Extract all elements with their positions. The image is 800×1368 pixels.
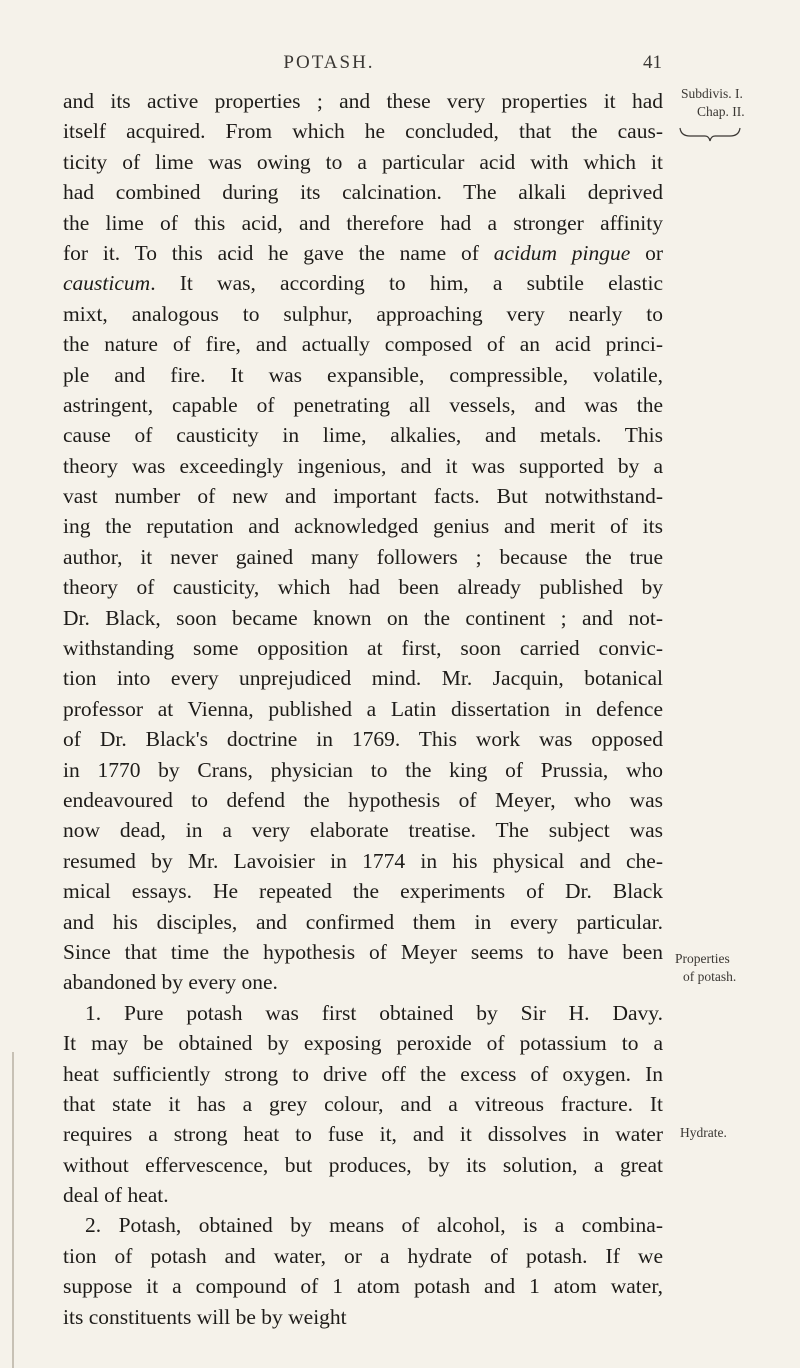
text-line: heat sufficiently strong to drive off the excess of oxygen. In: [63, 1061, 663, 1086]
text-line: mical essays. He repeated the experiments of Dr. Black: [63, 879, 663, 904]
brace-decoration: [678, 126, 742, 142]
margin-chapter: Chap. II.: [697, 104, 745, 119]
text-line: the nature of fire, and actually composed of an acid princi-: [63, 332, 663, 357]
margin-subdivision: Subdivis. I.: [681, 86, 743, 101]
text-line: ing the reputation and acknowledged genius and merit of its: [63, 514, 663, 539]
text-line: resumed by Mr. Lavoisier in 1774 in his physical and che-: [63, 848, 663, 873]
text-line: in 1770 by Crans, physician to the king of Prussia, who: [63, 757, 663, 782]
paragraph-start-line: 2. Potash, obtained by means of alcohol, is a combina-: [85, 1213, 663, 1238]
text-line: withstanding some opposition at first, soon carried convic-: [63, 636, 663, 661]
text-line: theory of causticity, which had been already published by: [63, 575, 663, 600]
text-line: ple and fire. It was expansible, compressible, volatile,: [63, 362, 663, 387]
text-line: tion of potash and water, or a hydrate of potash. If we: [63, 1243, 663, 1268]
text-line: and his disciples, and confirmed them in every particular.: [63, 909, 663, 934]
text-line: that state it has a grey colour, and a vitreous fracture. It: [63, 1091, 663, 1116]
text-line: now dead, in a very elaborate treatise. The subject was: [63, 818, 663, 843]
page-number: 41: [643, 52, 662, 73]
running-title: POTASH.: [283, 52, 375, 73]
text-line: without effervescence, but produces, by its solution, a great: [63, 1152, 663, 1177]
text-line: tion into every unprejudiced mind. Mr. Jacquin, botanical: [63, 666, 663, 691]
text-line: suppose it a compound of 1 atom potash and 1 atom water,: [63, 1274, 663, 1299]
text-line: It may be obtained by exposing peroxide of potassium to a: [63, 1031, 663, 1056]
text-line: Since that time the hypothesis of Meyer seems to have been: [63, 939, 663, 964]
margin-of-potash: of potash.: [683, 969, 737, 984]
text-line: deal of heat.: [63, 1183, 169, 1208]
latin-term: causticum: [63, 271, 151, 296]
margin-properties: Properties: [675, 951, 730, 966]
text-line: cause of causticity in lime, alkalies, and metals. This: [63, 423, 663, 448]
paragraph-start-line: 1. Pure potash was first obtained by Sir H. Davy.: [85, 1000, 663, 1025]
text-line: author, it never gained many followers ; because the true: [63, 544, 663, 569]
text-line: mixt, analogous to sulphur, approaching very nearly to: [63, 301, 663, 326]
text-line: requires a strong heat to fuse it, and it dissolves in water: [63, 1122, 663, 1147]
left-margin-rule: [12, 1052, 14, 1368]
text-line: astringent, capable of penetrating all vessels, and was the: [63, 392, 663, 417]
text-line: of Dr. Black's doctrine in 1769. This work was opposed: [63, 727, 663, 752]
text-line: abandoned by every one.: [63, 970, 278, 995]
text-line: for it. To this acid he gave the name of acidum pingue or: [63, 240, 663, 265]
text-line: had combined during its calcination. The alkali deprived: [63, 180, 663, 205]
text-line: and its active properties ; and these very properties it had: [63, 89, 663, 113]
text-line: itself acquired. From which he concluded, that the caus-: [63, 119, 663, 144]
text-line: its constituents will be by weight: [63, 1304, 347, 1329]
body-text: [63, 86, 663, 1332]
text-line: theory was exceedingly ingenious, and it was supported by a: [63, 453, 663, 478]
text-line: professor at Vienna, published a Latin dissertation in defence: [63, 696, 663, 721]
latin-term: acidum pingue: [493, 240, 631, 265]
text-line: ticity of lime was owing to a particular acid with which it: [63, 149, 663, 174]
margin-hydrate: Hydrate.: [680, 1125, 727, 1140]
text-line: causticum. It was, according to him, a subtile elastic: [63, 271, 663, 296]
text-line: vast number of new and important facts. But notwithstand-: [63, 484, 663, 509]
text-line: endeavoured to defend the hypothesis of Meyer, who was: [63, 787, 663, 812]
text-line: Dr. Black, soon became known on the continent ; and not-: [63, 605, 663, 630]
text-line: the lime of this acid, and therefore had a stronger affinity: [63, 210, 663, 235]
